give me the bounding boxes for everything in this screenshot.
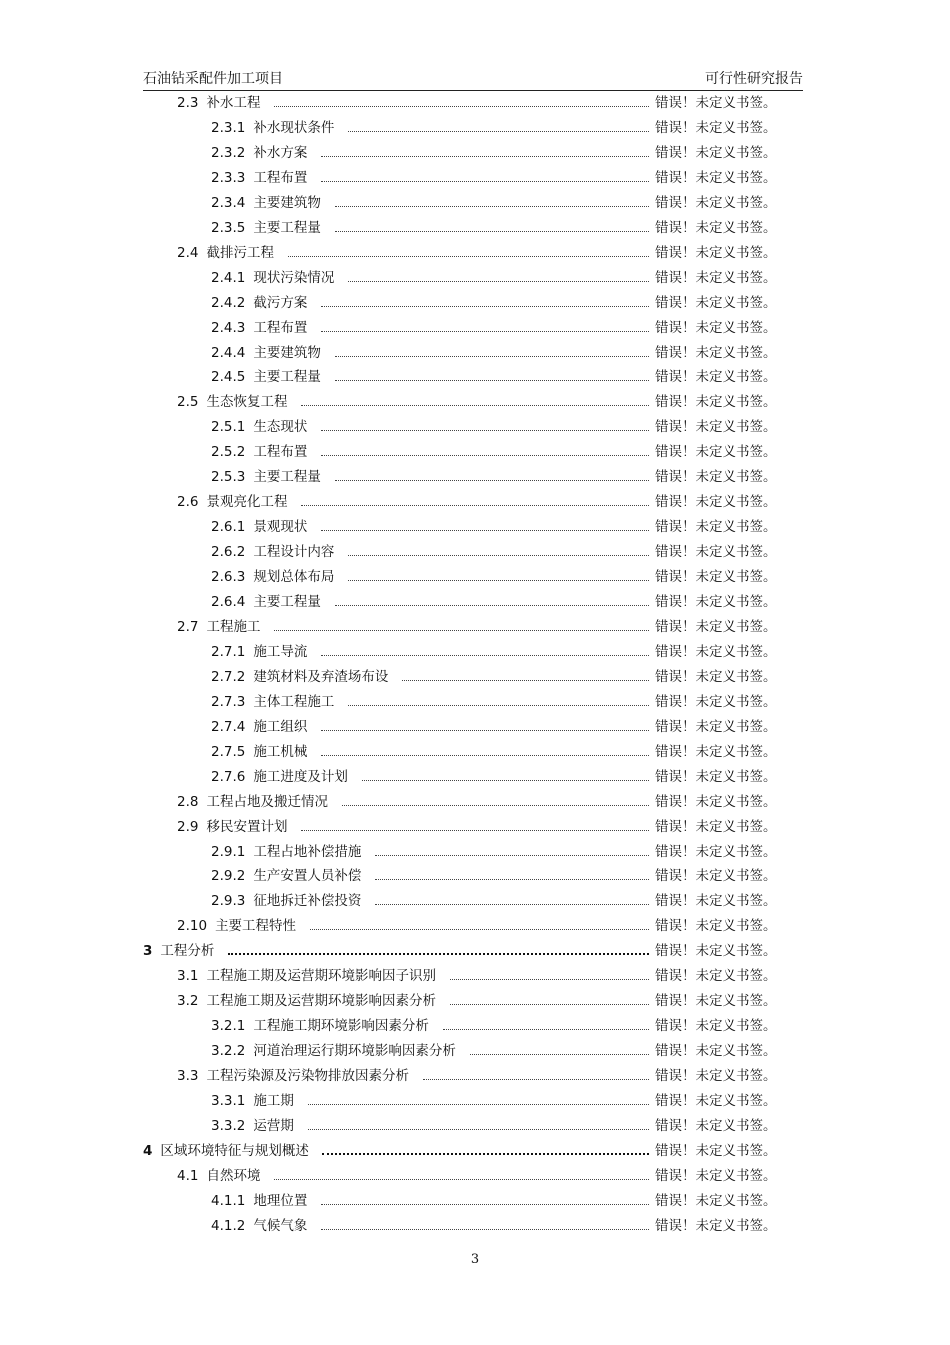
toc-entry-label xyxy=(177,392,287,412)
toc-entry-number: 2.3 xyxy=(177,95,199,111)
toc-entry-title: 施工进度及计划 xyxy=(253,768,348,785)
toc-entry-page-ref: 错误！未定义书签。 xyxy=(655,1217,777,1234)
toc-entry-title: 移民安置计划 xyxy=(206,818,288,835)
toc-entry-title: 工程设计内容 xyxy=(253,544,335,561)
toc-entry-title: 工程布置 xyxy=(253,444,308,461)
toc-entry[interactable] xyxy=(0,343,950,363)
toc-entry-page-ref: 错误！未定义书签。 xyxy=(655,569,777,586)
toc-entry-page-ref: 错误！未定义书签。 xyxy=(655,918,777,935)
toc-entry-page-ref: 错误！未定义书签。 xyxy=(655,1167,777,1184)
toc-entry-page-ref: 错误！未定义书签。 xyxy=(655,868,777,885)
toc-entry-page-ref: 错误！未定义书签。 xyxy=(655,544,777,561)
toc-entry-label xyxy=(211,767,348,787)
toc-entry-page-ref: 错误！未定义书签。 xyxy=(655,95,777,111)
toc-entry-page-ref: 错误！未定义书签。 xyxy=(655,668,777,685)
toc-entry-page-ref: 错误！未定义书签。 xyxy=(655,144,777,161)
toc-entry-leader xyxy=(348,554,649,556)
toc-entry-label xyxy=(211,667,388,687)
toc-entry-page-ref: 错误！未定义书签。 xyxy=(655,394,777,411)
toc-entry-page-ref: 错误！未定义书签。 xyxy=(655,419,777,436)
toc-entry-title: 生态现状 xyxy=(253,419,308,436)
toc-entry-number: 3.1 xyxy=(177,968,199,985)
toc-entry-label xyxy=(211,642,307,662)
toc-entry-leader xyxy=(375,878,649,880)
toc-entry-leader xyxy=(348,130,649,132)
toc-entry-label xyxy=(211,1091,294,1111)
toc-entry-leader xyxy=(321,654,649,656)
toc-entry-leader xyxy=(443,1028,649,1030)
toc-entry-leader xyxy=(274,629,649,631)
page-header xyxy=(143,70,803,91)
toc-entry-number: 2.4 xyxy=(177,244,199,261)
toc-entry-page-ref: 错误！未定义书签。 xyxy=(655,1043,777,1060)
toc-entry-leader xyxy=(321,729,649,731)
toc-entry[interactable] xyxy=(0,866,950,886)
toc-entry-number: 2.6.2 xyxy=(211,544,246,561)
toc-entry-number: 2.3.1 xyxy=(211,119,246,136)
toc-entry-leader xyxy=(375,854,649,856)
toc-entry-page-ref: 错误！未定义书签。 xyxy=(655,244,777,261)
toc-entry-title: 主体工程施工 xyxy=(253,693,335,710)
toc-entry-leader xyxy=(321,305,649,307)
toc-entry-number: 2.7.2 xyxy=(211,668,246,685)
toc-entry[interactable] xyxy=(0,442,950,462)
toc-entry[interactable] xyxy=(0,367,950,387)
toc-entry[interactable] xyxy=(0,168,950,188)
toc-entry-title: 主要工程量 xyxy=(253,469,321,486)
toc-entry-title: 工程施工 xyxy=(206,618,261,635)
toc-entry-leader xyxy=(308,1128,649,1130)
toc-entry-label xyxy=(177,243,274,263)
toc-entry-label xyxy=(211,343,321,363)
toc-entry[interactable] xyxy=(0,891,950,911)
toc-entry-leader xyxy=(402,679,649,681)
toc-entry-title: 景观现状 xyxy=(253,519,308,536)
toc-entry-title: 工程占地及搬迁情况 xyxy=(206,793,328,810)
toc-entry-leader xyxy=(321,529,649,531)
toc-entry-page-ref: 错误！未定义书签。 xyxy=(655,594,777,610)
toc-entry[interactable] xyxy=(0,667,950,687)
toc-entry-label xyxy=(211,442,307,462)
toc-entry[interactable] xyxy=(0,417,950,437)
toc-entry[interactable] xyxy=(0,318,950,338)
toc-entry-page-ref: 错误！未定义书签。 xyxy=(655,1068,777,1085)
toc-entry-number: 2.3.2 xyxy=(211,144,246,161)
toc-entry-label xyxy=(211,1216,307,1236)
toc-entry-number: 2.7.3 xyxy=(211,693,246,710)
toc-entry-page-ref: 错误！未定义书签。 xyxy=(655,119,777,136)
toc-entry-number: 2.4.1 xyxy=(211,269,246,286)
toc-entry-label xyxy=(211,692,334,712)
toc-entry-title: 气候气象 xyxy=(253,1217,308,1234)
toc-entry-page-ref: 错误！未定义书签。 xyxy=(655,618,777,635)
toc-entry-number: 2.5.1 xyxy=(211,419,246,436)
toc-entry-number: 2.4.5 xyxy=(211,369,246,386)
toc-entry-page-ref: 错误！未定义书签。 xyxy=(655,893,777,910)
toc-entry-title: 景观亮化工程 xyxy=(206,494,288,511)
toc-entry[interactable] xyxy=(0,792,950,812)
toc-entry-leader xyxy=(342,804,649,806)
toc-entry-leader xyxy=(335,379,649,381)
toc-entry-title: 补水现状条件 xyxy=(253,119,335,136)
toc-entry-leader xyxy=(348,280,649,282)
toc-entry-number: 2.6.3 xyxy=(211,569,246,586)
toc-entry-page-ref: 错误！未定义书签。 xyxy=(655,943,777,960)
toc-entry-number: 3.3 xyxy=(177,1068,199,1085)
toc-entry-number: 3.2 xyxy=(177,993,199,1010)
toc-entry-number: 2.5.2 xyxy=(211,444,246,461)
toc-entry-label xyxy=(177,93,260,113)
toc-entry-number: 2.5 xyxy=(177,394,199,411)
toc-entry-leader xyxy=(335,479,649,481)
toc-entry-title: 主要工程量 xyxy=(253,594,321,610)
toc-entry-number: 2.4.2 xyxy=(211,294,246,311)
toc-entry-number: 2.9.1 xyxy=(211,843,246,860)
toc-entry-number: 2.9.2 xyxy=(211,868,246,885)
toc-entry-page-ref: 错误！未定义书签。 xyxy=(655,743,777,760)
toc-entry-page-ref: 错误！未定义书签。 xyxy=(655,344,777,361)
toc-entry[interactable] xyxy=(0,742,950,762)
toc-entry-title: 生态恢复工程 xyxy=(206,394,288,411)
toc-entry[interactable] xyxy=(0,542,950,562)
toc-entry-label xyxy=(211,118,334,138)
toc-entry-page-ref: 错误！未定义书签。 xyxy=(655,1093,777,1109)
toc-entry-title: 工程污染源及污染物排放因素分析 xyxy=(206,1068,409,1085)
toc-entry-number: 2.7.6 xyxy=(211,768,246,785)
toc-entry-leader xyxy=(348,704,649,706)
toc-entry-title: 工程布置 xyxy=(253,319,308,336)
toc-entry-leader xyxy=(335,604,649,606)
toc-entry-page-ref: 错误！未定义书签。 xyxy=(655,369,777,386)
toc-entry-number: 2.6.4 xyxy=(211,594,246,610)
toc-entry[interactable] xyxy=(0,118,950,138)
toc-entry-title: 工程布置 xyxy=(253,169,308,186)
toc-entry[interactable] xyxy=(0,392,950,412)
toc-entry-page-ref: 错误！未定义书签。 xyxy=(655,469,777,486)
toc-entry-label xyxy=(211,542,334,562)
toc-entry-page-ref: 错误！未定义书签。 xyxy=(655,169,777,186)
toc-entry-label xyxy=(211,467,321,487)
header-report-type: 可行性研究报告 xyxy=(705,71,803,87)
toc-entry-page-ref: 错误！未定义书签。 xyxy=(655,494,777,511)
toc-entry-number: 2.8 xyxy=(177,793,199,810)
toc-entry-title: 工程施工期环境影响因素分析 xyxy=(253,1018,429,1035)
toc-entry-number: 2.6.1 xyxy=(211,519,246,536)
toc-entry-label xyxy=(211,842,361,862)
toc-entry-leader xyxy=(321,429,649,431)
toc-entry[interactable] xyxy=(0,218,950,238)
toc-entry-title: 主要工程量 xyxy=(253,369,321,386)
toc-entry-label xyxy=(211,193,321,213)
toc-entry-number: 2.6 xyxy=(177,494,199,511)
toc-entry-title: 区域环境特征与规划概述 xyxy=(160,1142,309,1159)
toc-entry-label xyxy=(177,817,287,837)
toc-entry-title: 补水方案 xyxy=(253,144,308,161)
toc-entry-title: 现状污染情况 xyxy=(253,269,335,286)
toc-entry-page-ref: 错误！未定义书签。 xyxy=(655,1018,777,1035)
toc-entry-page-ref: 错误！未定义书签。 xyxy=(655,968,777,985)
toc-entry-number: 3.2.1 xyxy=(211,1018,246,1035)
toc-entry[interactable] xyxy=(0,1041,950,1061)
toc-entry[interactable] xyxy=(0,592,950,612)
toc-entry[interactable] xyxy=(0,293,950,313)
toc-entry-label xyxy=(211,417,307,437)
toc-entry-leader xyxy=(274,105,649,107)
toc-entry[interactable] xyxy=(0,143,950,163)
toc-entry[interactable] xyxy=(0,717,950,737)
toc-entry[interactable] xyxy=(0,617,950,637)
toc-entry-title: 建筑材料及弃渣场布设 xyxy=(253,668,389,685)
toc-entry[interactable] xyxy=(0,268,950,288)
toc-entry-leader xyxy=(321,180,649,182)
toc-entry-label xyxy=(211,891,361,911)
toc-entry-label xyxy=(177,617,260,637)
toc-entry-leader xyxy=(308,1103,649,1105)
toc-entry-title: 截排污工程 xyxy=(206,244,274,261)
toc-entry-page-ref: 错误！未定义书签。 xyxy=(655,269,777,286)
toc-entry-number: 2.10 xyxy=(177,918,208,935)
toc-entry-page-ref: 错误！未定义书签。 xyxy=(655,693,777,710)
toc-entry-page-ref: 错误！未定义书签。 xyxy=(655,818,777,835)
toc-entry-number: 4.1.1 xyxy=(211,1192,246,1209)
toc-entry[interactable] xyxy=(0,193,950,213)
toc-entry-title: 主要建筑物 xyxy=(253,194,321,211)
toc-entry-label xyxy=(211,1041,456,1061)
toc-entry-label xyxy=(143,941,214,961)
toc-entry-leader xyxy=(321,330,649,332)
toc-entry[interactable] xyxy=(0,991,950,1011)
toc-entry-title: 运营期 xyxy=(253,1117,294,1134)
toc-entry-leader xyxy=(321,1228,649,1230)
toc-entry-leader xyxy=(450,978,649,980)
toc-entry-leader xyxy=(274,1178,649,1180)
toc-entry-page-ref: 错误！未定义书签。 xyxy=(655,643,777,660)
toc-entry-page-ref: 错误！未定义书签。 xyxy=(655,219,777,236)
toc-entry-page-ref: 错误！未定义书签。 xyxy=(655,1192,777,1209)
toc-entry-number: 2.3.5 xyxy=(211,219,246,236)
toc-entry-title: 河道治理运行期环境影响因素分析 xyxy=(253,1043,456,1060)
toc-entry-page-ref: 错误！未定义书签。 xyxy=(655,843,777,860)
page-number: 3 xyxy=(470,1252,480,1267)
toc-entry[interactable] xyxy=(0,642,950,662)
toc-entry-number: 4.1 xyxy=(177,1167,199,1184)
toc-entry[interactable] xyxy=(0,93,950,113)
toc-entry-title: 工程施工期及运营期环境影响因子识别 xyxy=(206,968,436,985)
toc-entry-title: 地理位置 xyxy=(253,1192,308,1209)
toc-entry-page-ref: 错误！未定义书签。 xyxy=(655,294,777,311)
toc-entry-label xyxy=(211,1016,429,1036)
toc-entry[interactable] xyxy=(0,1216,950,1236)
toc-entry-leader xyxy=(301,829,649,831)
toc-entry-label xyxy=(177,792,328,812)
toc-entry-leader xyxy=(348,579,649,581)
toc-entry-leader xyxy=(301,404,649,406)
toc-entry-title: 工程占地补偿措施 xyxy=(253,843,362,860)
toc-entry-leader xyxy=(423,1078,649,1080)
toc-entry[interactable] xyxy=(0,1091,950,1111)
toc-entry-label xyxy=(211,1191,307,1211)
toc-entry[interactable] xyxy=(0,916,950,936)
toc-entry-number: 2.7 xyxy=(177,618,199,635)
toc-entry-label xyxy=(177,966,436,986)
toc-entry-leader xyxy=(335,355,649,357)
toc-entry-leader xyxy=(301,504,649,506)
toc-entry-label xyxy=(211,517,307,537)
toc-entry-title: 征地拆迁补偿投资 xyxy=(253,893,362,910)
toc-entry-label xyxy=(211,567,334,587)
toc-entry-leader xyxy=(375,903,649,905)
toc-entry-label xyxy=(211,367,321,387)
toc-entry-title: 工程分析 xyxy=(160,943,215,960)
toc-entry[interactable] xyxy=(0,941,950,961)
toc-entry-title: 施工组织 xyxy=(253,718,308,735)
toc-entry-title: 截污方案 xyxy=(253,294,308,311)
toc-entry-leader xyxy=(321,1203,649,1205)
toc-entry-leader xyxy=(288,255,649,257)
toc-entry-page-ref: 错误！未定义书签。 xyxy=(655,1117,777,1134)
toc-entry[interactable] xyxy=(0,966,950,986)
toc-entry-number: 3.3.2 xyxy=(211,1117,246,1134)
toc-entry-number: 2.3.3 xyxy=(211,169,246,186)
toc-entry[interactable] xyxy=(0,243,950,263)
toc-entry[interactable] xyxy=(0,817,950,837)
toc-entry-label xyxy=(211,592,321,612)
toc-entry-title: 生产安置人员补偿 xyxy=(253,868,362,885)
toc-entry-page-ref: 错误！未定义书签。 xyxy=(655,444,777,461)
toc-entry-number: 2.7.4 xyxy=(211,718,246,735)
toc-entry-leader xyxy=(310,928,649,930)
toc-entry-title: 主要建筑物 xyxy=(253,344,321,361)
toc-entry[interactable] xyxy=(0,1066,950,1086)
toc-entry-leader xyxy=(335,230,649,232)
toc-entry-leader xyxy=(450,1003,649,1005)
toc-entry-number: 3.2.2 xyxy=(211,1043,246,1060)
toc-entry-label xyxy=(211,1116,294,1136)
toc-entry[interactable] xyxy=(0,1016,950,1036)
toc-entry[interactable] xyxy=(0,467,950,487)
toc-entry[interactable] xyxy=(0,492,950,512)
toc-entry[interactable] xyxy=(0,842,950,862)
toc-entry-title: 工程施工期及运营期环境影响因素分析 xyxy=(206,993,436,1010)
toc-entry-label xyxy=(211,143,307,163)
toc-entry-number: 2.4.3 xyxy=(211,319,246,336)
toc-entry-number: 3 xyxy=(143,943,153,960)
toc-entry[interactable] xyxy=(0,1166,950,1186)
toc-entry-label xyxy=(211,293,307,313)
toc-entry-number: 2.4.4 xyxy=(211,344,246,361)
toc-entry-label xyxy=(211,717,307,737)
toc-entry-label xyxy=(177,492,287,512)
toc-entry[interactable] xyxy=(0,1116,950,1136)
toc-entry-title: 主要工程特性 xyxy=(215,918,297,935)
toc-entry-label xyxy=(211,218,321,238)
toc-entry-leader xyxy=(321,155,649,157)
header-project-title: 石油钻采配件加工项目 xyxy=(143,71,283,87)
toc-entry-title: 施工期 xyxy=(253,1093,294,1109)
toc-entry-number: 4 xyxy=(143,1142,153,1159)
toc-entry-number: 2.5.3 xyxy=(211,469,246,486)
toc-entry[interactable] xyxy=(0,1141,950,1161)
toc-entry-label xyxy=(143,1141,309,1161)
toc-entry-number: 2.9.3 xyxy=(211,893,246,910)
toc-entry[interactable] xyxy=(0,517,950,537)
toc-entry-leader xyxy=(362,779,649,781)
toc-entry-title: 施工导流 xyxy=(253,643,308,660)
toc-entry-label xyxy=(177,1066,409,1086)
toc-entry-label xyxy=(211,866,361,886)
toc-entry[interactable] xyxy=(0,767,950,787)
toc-entry-page-ref: 错误！未定义书签。 xyxy=(655,319,777,336)
toc-entry-page-ref: 错误！未定义书签。 xyxy=(655,1142,777,1159)
toc-entry-label xyxy=(177,1166,260,1186)
toc-entry-leader xyxy=(335,205,649,207)
toc-entry-number: 2.3.4 xyxy=(211,194,246,211)
toc-entry-title: 施工机械 xyxy=(253,743,308,760)
toc-entry-leader xyxy=(228,952,649,955)
toc-entry-number: 4.1.2 xyxy=(211,1217,246,1234)
toc-entry-number: 2.7.1 xyxy=(211,643,246,660)
toc-entry-page-ref: 错误！未定义书签。 xyxy=(655,793,777,810)
toc-entry-page-ref: 错误！未定义书签。 xyxy=(655,993,777,1010)
toc-entry-page-ref: 错误！未定义书签。 xyxy=(655,768,777,785)
toc-entry-label xyxy=(211,318,307,338)
toc-entry-page-ref: 错误！未定义书签。 xyxy=(655,194,777,211)
toc-entry-label xyxy=(177,991,436,1011)
toc-entry-title: 规划总体布局 xyxy=(253,569,335,586)
toc-entry-title: 补水工程 xyxy=(206,95,261,111)
toc-entry-title: 自然环境 xyxy=(206,1167,261,1184)
toc-entry-number: 2.9 xyxy=(177,818,199,835)
toc-entry-leader xyxy=(470,1053,649,1055)
toc-entry-leader xyxy=(321,454,649,456)
toc-entry-title: 主要工程量 xyxy=(253,219,321,236)
toc-entry-page-ref: 错误！未定义书签。 xyxy=(655,718,777,735)
toc-entry-leader xyxy=(322,1152,649,1155)
toc-entry-number: 3.3.1 xyxy=(211,1093,246,1109)
toc-entry-page-ref: 错误！未定义书签。 xyxy=(655,519,777,536)
toc-entry[interactable] xyxy=(0,567,950,587)
toc-entry-label xyxy=(211,168,307,188)
toc-entry-number: 2.7.5 xyxy=(211,743,246,760)
toc-entry[interactable] xyxy=(0,1191,950,1211)
toc-entry-label xyxy=(211,742,307,762)
toc-entry-label xyxy=(211,268,334,288)
toc-entry[interactable] xyxy=(0,692,950,712)
toc-entry-label xyxy=(177,916,296,936)
toc-entry-leader xyxy=(321,754,649,756)
